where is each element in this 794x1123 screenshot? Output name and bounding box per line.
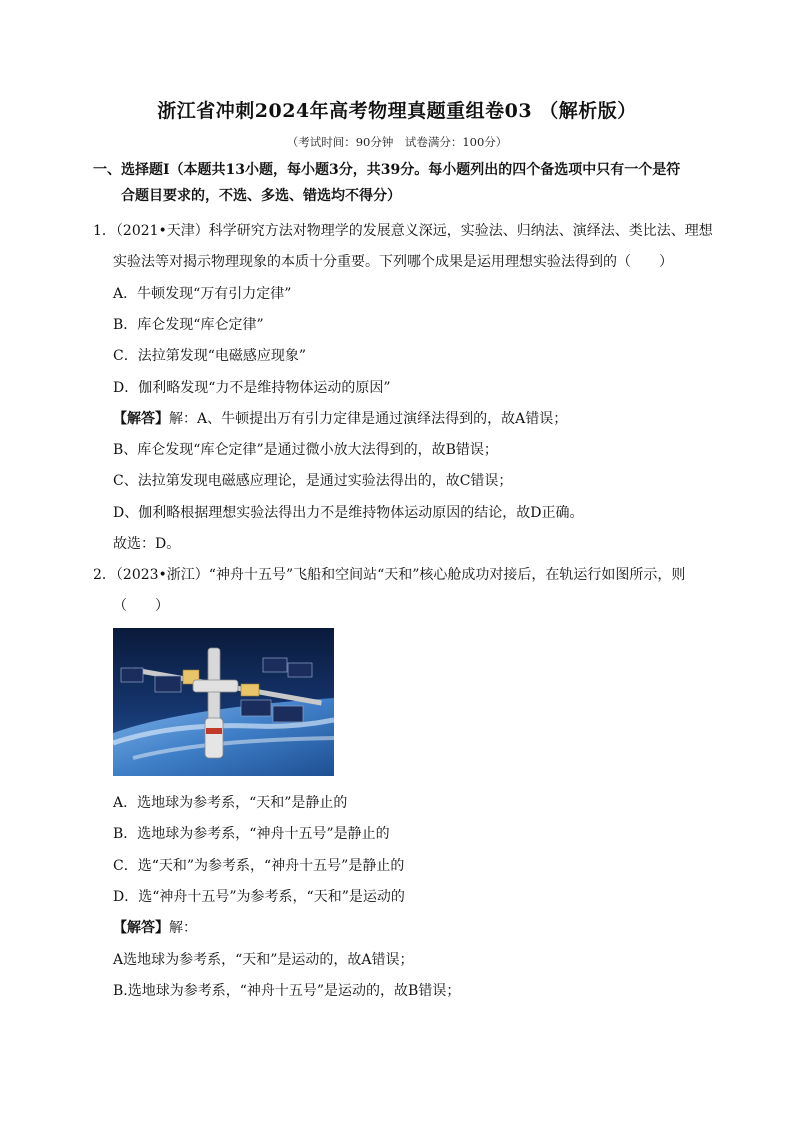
q2-answer-line3: B.选地球为参考系，“神舟十五号”是运动的，故B错误； [113,983,461,999]
section-heading-line1: 一、选择题Ⅰ（本题共13小题，每小题3分，共39分。每小题列出的四个备选项中只有一个是符 [93,162,681,178]
page-title: 浙江省冲刺2024年高考物理真题重组卷03 （解析版） [157,100,637,122]
q2-option-c: C．选“天和”为参考系，“神舟十五号”是静止的 [113,858,405,874]
q2-option-d: D．选“神舟十五号”为参考系，“天和”是运动的 [113,889,405,905]
q2-answer-tag: 【解答】 [113,920,169,936]
q1-stem-line2: 实验法等对揭示物理现象的本质十分重要。下列哪个成果是运用理想实验法得到的（ ） [113,254,673,270]
q1-answer-tag: 【解答】 [113,411,169,427]
q2-option-a: A．选地球为参考系，“天和”是静止的 [113,795,348,811]
q1-option-d: D．伽利略发现“力不是维持物体运动的原因” [113,380,391,396]
q1-option-a: A．牛顿发现“万有引力定律” [113,286,292,302]
q1-option-b: B．库仑发现“库仑定律” [113,317,264,333]
q1-option-c: C．法拉第发现“电磁感应现象” [113,348,307,364]
q2-stem-line2: （ ） [113,598,169,614]
q1-answer-line4: D、伽利略根据理想实验法得出力不是维持物体运动原因的结论，故D正确。 [113,505,584,521]
q2-answer-line2: A选地球为参考系，“天和”是运动的，故A错误； [113,952,414,968]
q1-answer-line2: B、库仑发现“库仑定律”是通过微小放大法得到的，故B错误； [113,442,498,458]
q1-answer-text: 解：A、牛顿提出万有引力定律是通过演绎法得到的，故A错误； [169,411,568,427]
section-heading-line2: 合题目要求的，不选、多选、错选均不得分） [121,188,401,204]
q1-answer-line3: C、法拉第发现电磁感应理论，是通过实验法得出的，故C错误； [113,473,513,489]
q2-answer-head: 解： [169,920,197,936]
space-station-image [113,628,334,776]
q1-stem-line1: 1．（2021•天津）科学研究方法对物理学的发展意义深远，实验法、归纳法、演绎法、类比法、理想 [93,223,713,239]
q2-answer-line1 [113,918,197,938]
q2-stem-line1: 2．（2023•浙江）“神舟十五号”飞船和空间站“天和”核心舱成功对接后，在轨运行如图所示，则 [93,567,686,583]
q1-answer-choice: 故选：D。 [113,536,181,552]
exam-info: （考试时间：90分钟 试卷满分：100分） [286,135,508,149]
q1-answer-line1 [113,409,567,429]
q2-option-b: B．选地球为参考系，“神舟十五号”是静止的 [113,826,390,842]
